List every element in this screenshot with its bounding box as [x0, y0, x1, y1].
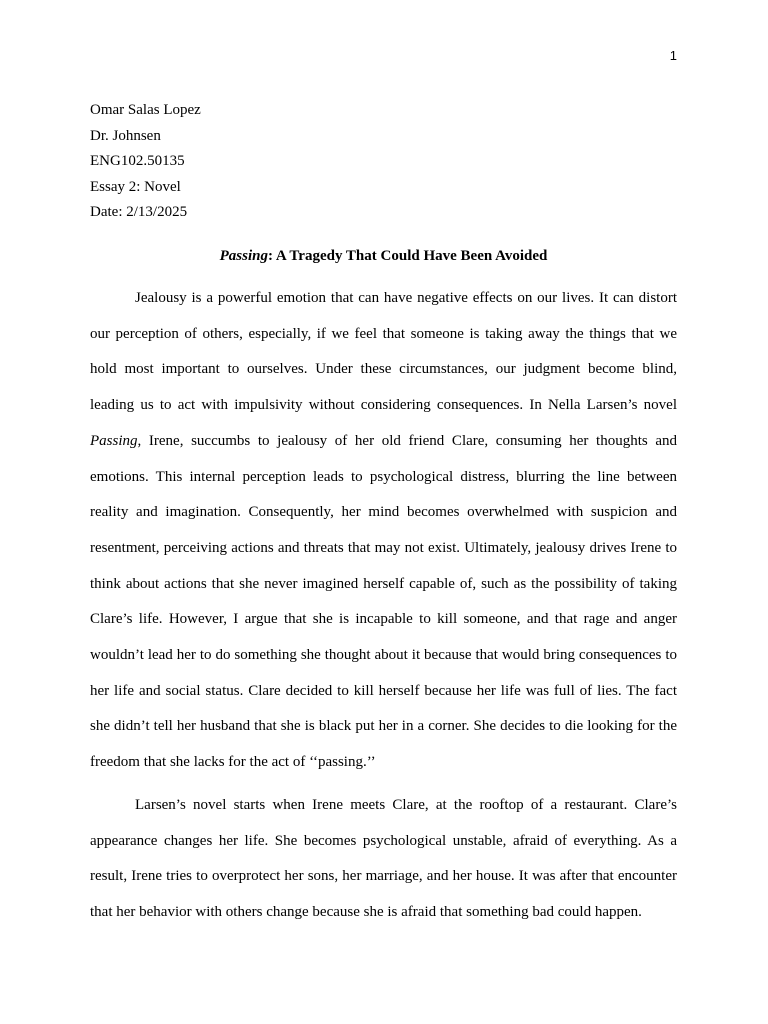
paragraph-1-part1: Jealousy is a powerful emotion that can have negative effects on our lives. It can distort our perception of others, especially, if we feel that someone is taking away the things that we hold most important to ourselves. Under these circumstances, our judgment become blind, leading us to act with impulsivity without considering consequences. In Nella Larsen’s novel: [90, 290, 677, 414]
essay-title: [90, 247, 677, 265]
paragraph-2-text: Larsen’s novel starts when Irene meets Clare, at the rooftop of a restaurant. Clare’s appearance changes her life. She becomes psychological unstable, afraid of everything. As a result, Irene tries to overprotect her sons, her marriage, and her house. It was after that encounter that her behavior with others change because she is afraid that something bad could happen.: [90, 797, 677, 921]
assignment-name: Essay 2: Novel: [90, 178, 181, 195]
title-rest: : A Tragedy That Could Have Been Avoided: [268, 248, 548, 264]
course-code: ENG102.50135: [90, 153, 185, 169]
paragraph-2: [90, 788, 677, 931]
paragraph-1: [90, 281, 677, 781]
page-number: 1: [669, 48, 677, 63]
paragraph-1-part2: , Irene, succumbs to jealousy of her old friend Clare, consuming her thoughts and emotions. This internal perception leads to psychological distress, blurring the line between reality and imagination. Consequently, her mind becomes overwhelmed with suspicion and resentment, perceiving actions and threats that may not exist. Ultimately, jealousy drives Irene to think about actions that she never imagined herself capable of, such as the possibility of taking Clare’s life. However, I argue that she is incapable to kill someone, and that rage and anger wouldn’t lead her to do something she thought about it because that would bring consequences to her life and social status. Clare decided to kill herself because her life was full of lies. The fact she didn’t tell her husband that she is black put her in a corner. She decides to die looking for the freedom that she lacks for the act of ‘‘passing.’’: [90, 432, 677, 771]
essay-heading: [90, 100, 677, 228]
paragraph-1-italic: Passing: [90, 432, 138, 449]
title-italic: Passing: [219, 248, 268, 264]
essay-date: Date: 2/13/2025: [90, 204, 188, 220]
instructor-name: Dr. Johnsen: [90, 127, 161, 144]
author-name: Omar Salas Lopez: [90, 102, 201, 118]
